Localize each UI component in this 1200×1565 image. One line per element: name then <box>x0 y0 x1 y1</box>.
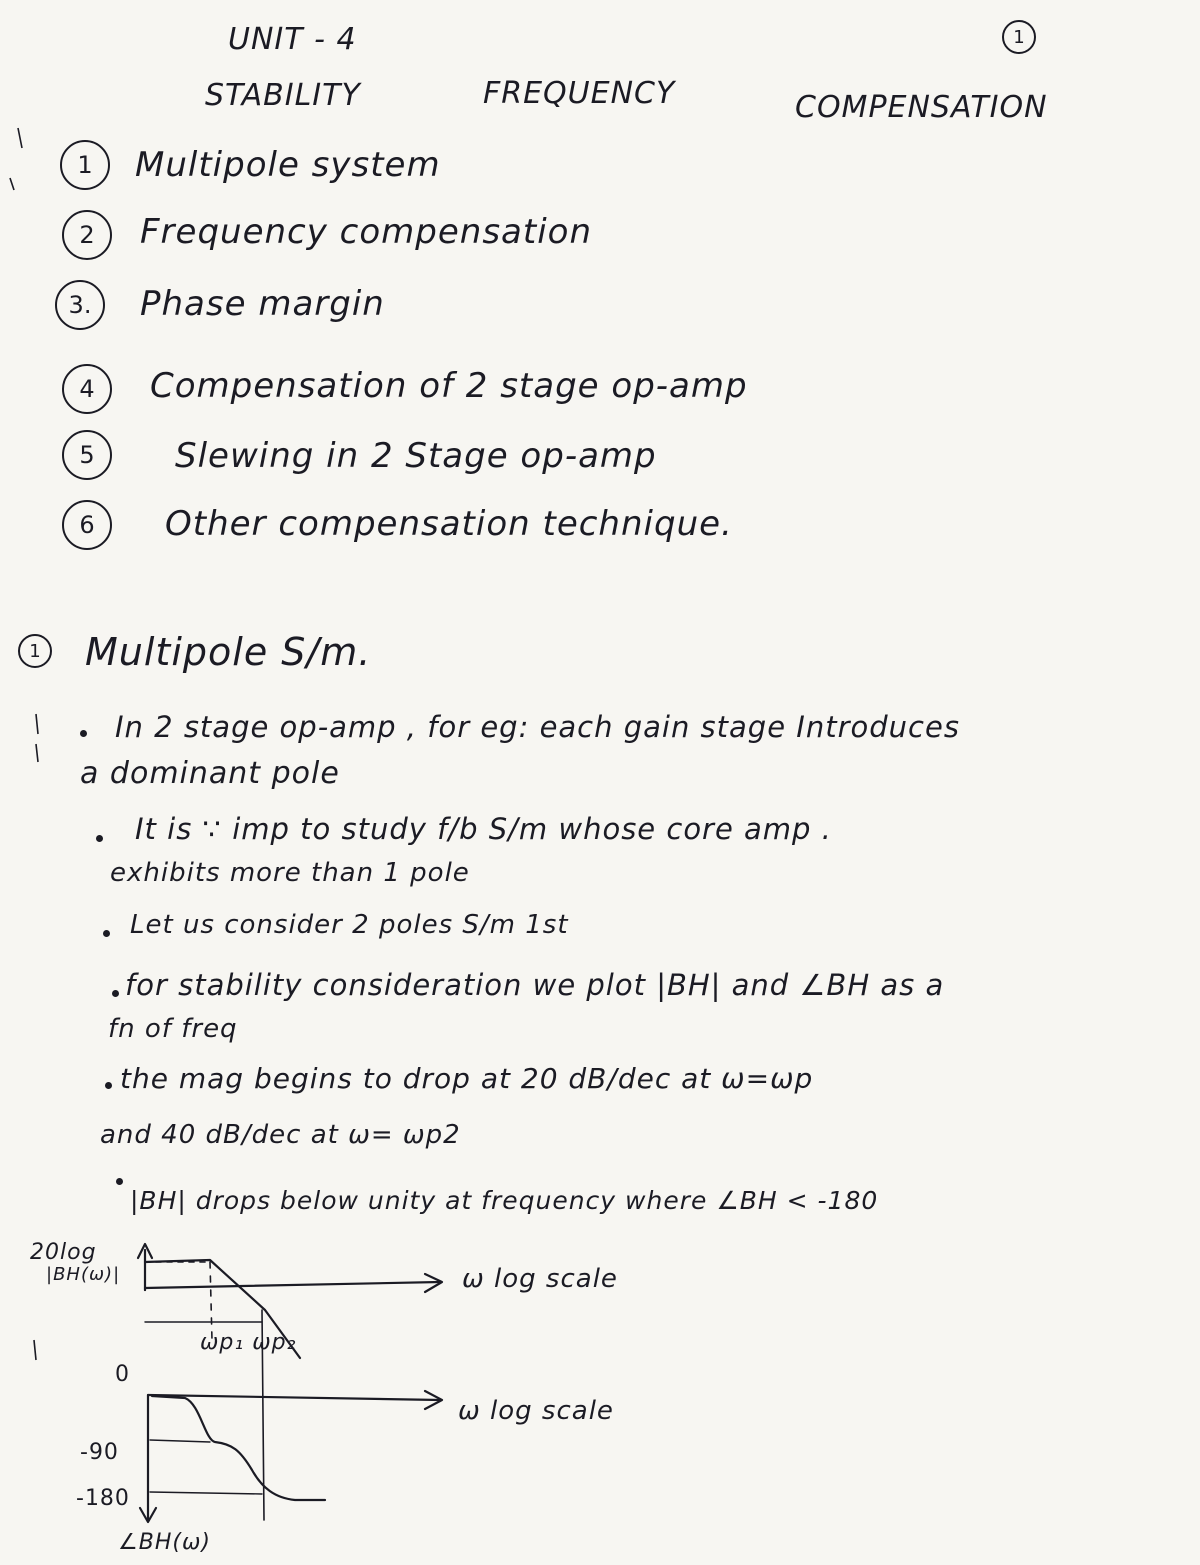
section-title: Multipole S/m. <box>85 630 372 674</box>
guide-wp1 <box>210 1262 212 1340</box>
note-line-5: Let us consider 2 poles S/m 1st <box>130 910 569 940</box>
guide-90 <box>150 1440 210 1442</box>
page-number: 1 <box>1002 20 1036 54</box>
section-number: 1 <box>18 634 52 668</box>
title-frequency: FREQUENCY <box>483 76 676 111</box>
topic-2-number: 2 <box>62 210 112 260</box>
topic-6-number: 6 <box>62 500 112 550</box>
topic-1-text: Multipole system <box>135 145 441 185</box>
title-stability: STABILITY <box>205 78 361 113</box>
topic-4-number: 4 <box>62 364 112 414</box>
note-line-8: the mag begins to drop at 20 dB/dec at ω=ωp <box>120 1062 814 1095</box>
guide-180 <box>150 1492 262 1494</box>
phase-x-axis <box>148 1395 440 1400</box>
mag-xlabel: ω log scale <box>462 1264 618 1294</box>
topic-5-text: Slewing in 2 Stage op-amp <box>175 436 657 476</box>
phase-tick-0: 0 <box>115 1362 130 1387</box>
mag-x-axis <box>145 1282 440 1288</box>
unit-heading: UNIT - 4 <box>228 22 357 57</box>
phase-xlabel: ω log scale <box>458 1396 614 1426</box>
note-line-3: It is ∵ imp to study f/b S/m whose core amp . <box>135 812 832 846</box>
note-line-10: |BH| drops below unity at frequency where ∠BH < -180 <box>130 1186 879 1215</box>
note-line-2: a dominant pole <box>80 756 340 791</box>
topic-3-number: 3. <box>55 280 105 330</box>
note-line-6: for stability consideration we plot |BH| and ∠BH as a <box>125 968 945 1002</box>
phase-tick-90: -90 <box>80 1440 119 1465</box>
pole-labels: ωp₁ ωp₂ <box>200 1330 297 1355</box>
topic-6-text: Other compensation technique. <box>165 504 733 544</box>
mag-ylabel-line1: 20log <box>30 1240 97 1265</box>
phase-ylabel: ∠BH(ω) <box>118 1530 211 1555</box>
phase-curve <box>152 1396 325 1500</box>
note-line-7: fn of freq <box>108 1014 238 1044</box>
note-line-4: exhibits more than 1 pole <box>110 858 470 888</box>
note-line-9: and 40 dB/dec at ω= ωp2 <box>100 1120 461 1150</box>
mag-ylabel-line2: |BH(ω)| <box>46 1264 121 1285</box>
phase-tick-180: -180 <box>76 1486 130 1511</box>
topic-5-number: 5 <box>62 430 112 480</box>
topic-3-text: Phase margin <box>140 284 385 324</box>
note-line-1: In 2 stage op-amp , for eg: each gain stage Introduces <box>115 710 960 744</box>
topic-2-text: Frequency compensation <box>140 212 593 252</box>
topic-1-number: 1 <box>60 140 110 190</box>
topic-4-text: Compensation of 2 stage op-amp <box>150 366 748 406</box>
title-compensation: COMPENSATION <box>795 90 1048 125</box>
